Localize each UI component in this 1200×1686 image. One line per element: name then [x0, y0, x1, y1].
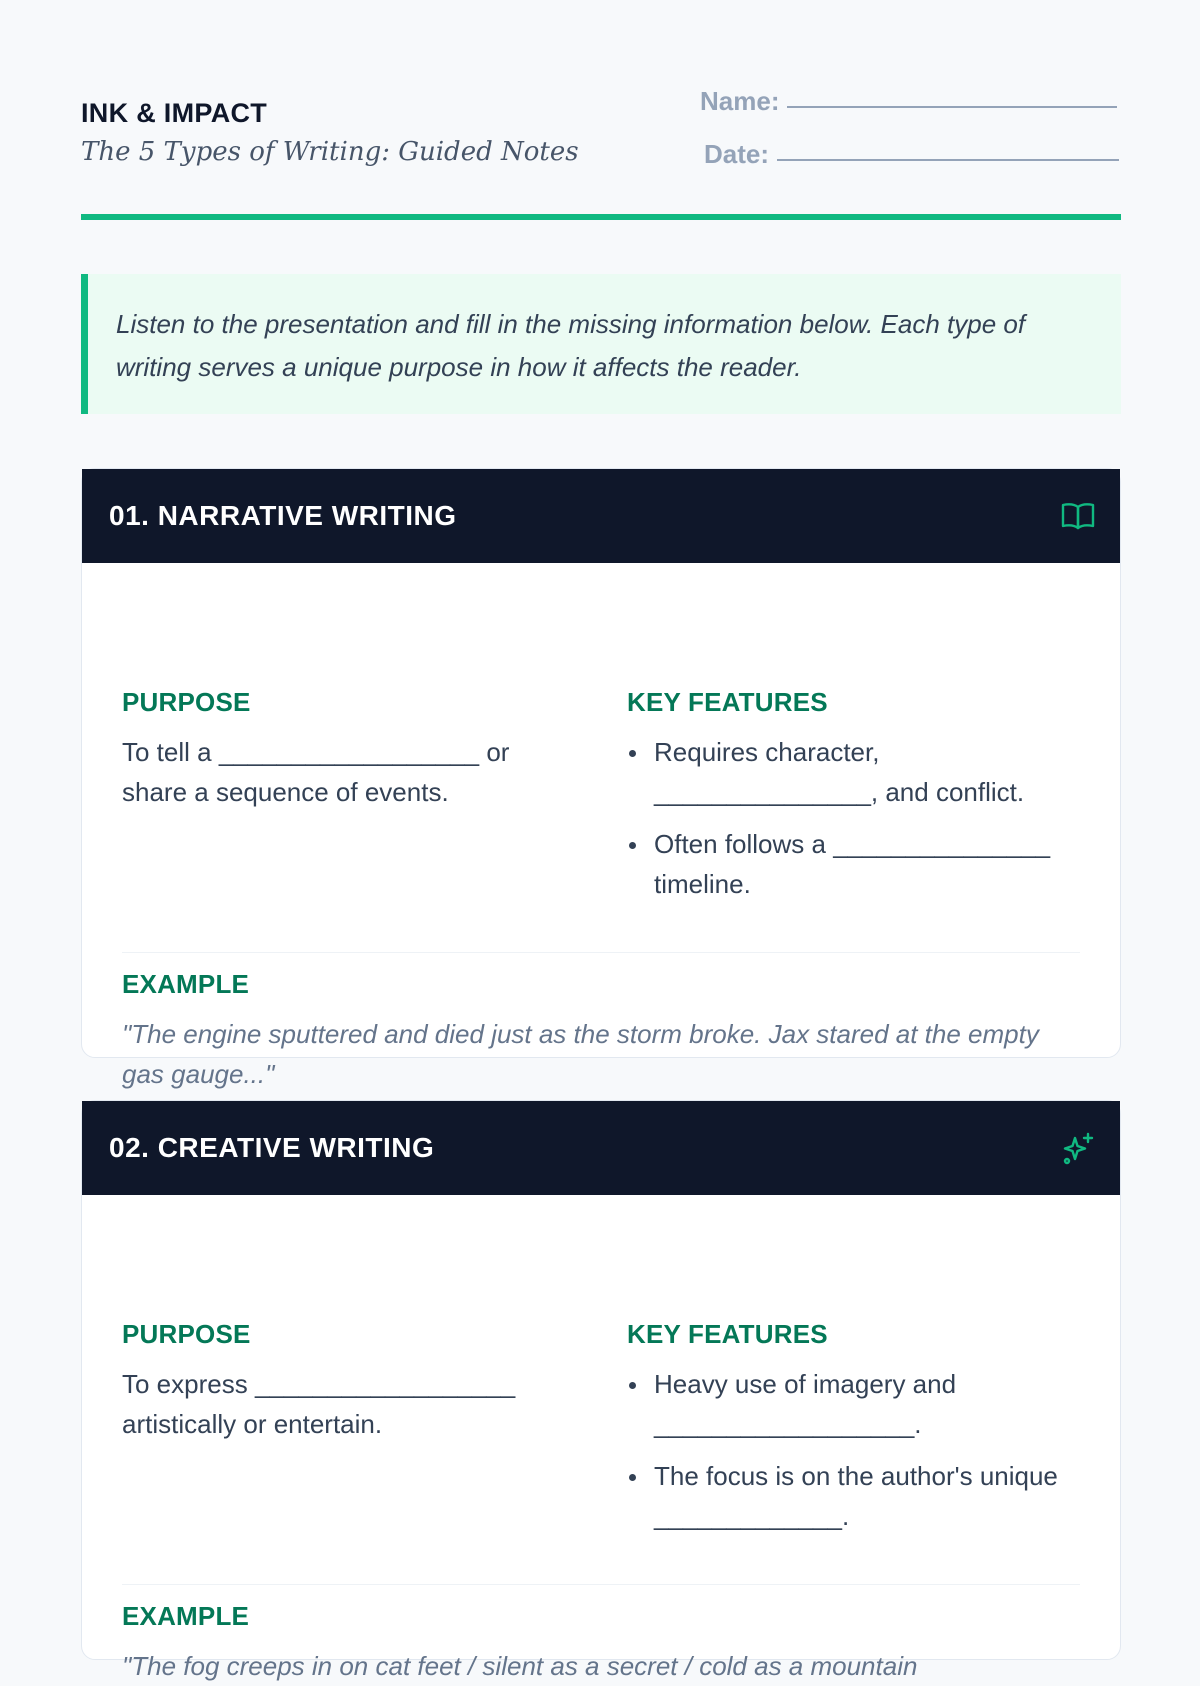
- worksheet-header: [81, 0, 1121, 222]
- date-blank-line[interactable]: [777, 159, 1119, 161]
- features-column: [627, 1319, 1067, 1548]
- open-book-icon: [1060, 498, 1096, 534]
- worksheet-page: [81, 0, 1121, 1681]
- purpose-column: [122, 1319, 542, 1444]
- purpose-text[interactable]: To tell a __________________ or share a sequence of events.: [122, 737, 510, 807]
- features-list: [627, 1364, 1067, 1536]
- feature-item[interactable]: The focus is on the author's unique _____________.: [627, 1456, 1067, 1536]
- card-header: [82, 469, 1120, 563]
- date-field[interactable]: [704, 139, 1119, 170]
- section-divider: [122, 952, 1080, 953]
- card-header: [82, 1101, 1120, 1195]
- purpose-text[interactable]: To express __________________ artistically or entertain.: [122, 1369, 516, 1439]
- card-title: 01. NARRATIVE WRITING: [109, 500, 457, 531]
- name-label: Name:: [700, 86, 780, 116]
- date-label: Date:: [704, 139, 770, 169]
- example-block: [122, 969, 1062, 1094]
- purpose-label: PURPOSE: [122, 1319, 251, 1349]
- creative-writing-card: [81, 1100, 1121, 1681]
- section-divider: [122, 1584, 1080, 1585]
- name-blank-line[interactable]: [787, 106, 1117, 108]
- features-list: [627, 732, 1067, 904]
- features-column: [627, 687, 1067, 916]
- example-block: [122, 1601, 1062, 1686]
- features-label: KEY FEATURES: [627, 687, 828, 717]
- example-text: "The engine sputtered and died just as the storm broke. Jax stared at the empty gas gauge...": [122, 1019, 1039, 1089]
- instructions-callout: Listen to the presentation and fill in the missing information below. Each type of writing serves a unique purpose in how it affects the reader.: [81, 274, 1121, 414]
- purpose-label: PURPOSE: [122, 687, 251, 717]
- feature-item[interactable]: Heavy use of imagery and __________________.: [627, 1364, 1067, 1444]
- sparkles-icon: [1060, 1130, 1096, 1166]
- card-title: 02. CREATIVE WRITING: [109, 1132, 435, 1163]
- brand-title: INK & IMPACT: [81, 98, 268, 128]
- purpose-column: [122, 687, 542, 812]
- header-divider: [81, 214, 1121, 220]
- feature-item[interactable]: Often follows a _______________ timeline.: [627, 824, 1067, 904]
- worksheet-subtitle: The 5 Types of Writing: Guided Notes: [81, 137, 579, 167]
- example-label: EXAMPLE: [122, 1601, 250, 1631]
- example-label: EXAMPLE: [122, 969, 250, 999]
- example-text: "The fog creeps in on cat feet / silent as a secret / cold as a mountain: [122, 1651, 918, 1681]
- name-field[interactable]: [700, 86, 1117, 117]
- feature-item[interactable]: Requires character, _______________, and conflict.: [627, 732, 1067, 812]
- narrative-writing-card: [81, 468, 1121, 1089]
- features-label: KEY FEATURES: [627, 1319, 828, 1349]
